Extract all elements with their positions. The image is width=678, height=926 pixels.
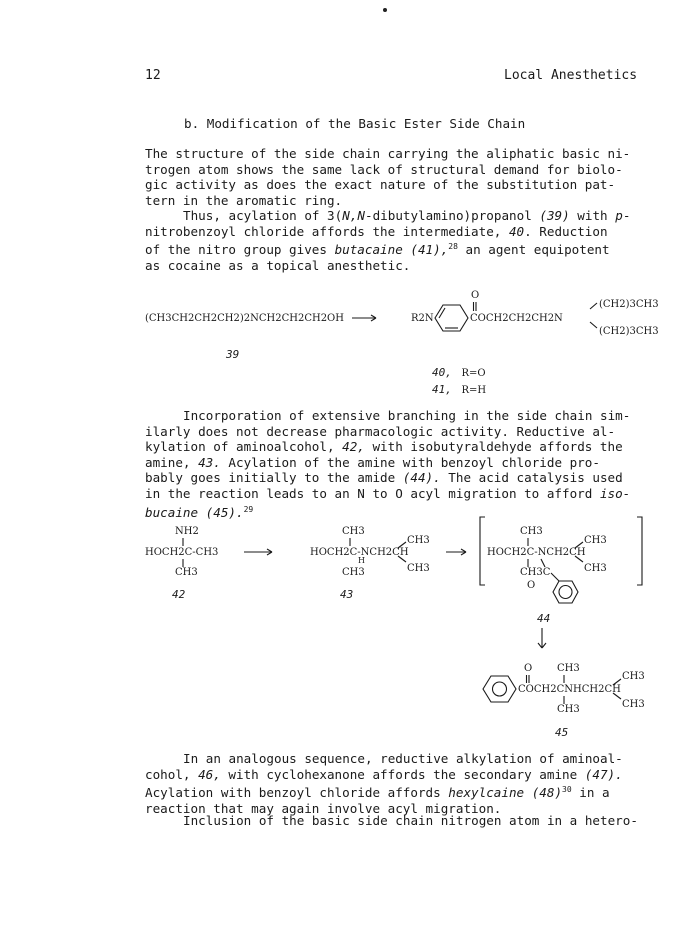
- c45-ch3-top: CH3: [557, 663, 580, 674]
- c45-formula: COCH2CNHCH2CH: [518, 684, 621, 695]
- c45-carbonyl-oxygen: O: [524, 663, 533, 674]
- compound-42-label: 42: [172, 588, 186, 601]
- page-number: 12: [145, 68, 161, 83]
- paragraph-heterocycle: Inclusion of the basic side chain nitrogen atom in a hetero-: [183, 813, 638, 828]
- paragraph-hexylcaine: In an analogous sequence, reductive alkylation of aminoal- cohol, 46, with cyclohexanone affords the secondary amine (47). Acylation with benzoyl chloride affords hexylcaine $(48)^{30}$ in a reaction that may again involve acyl migration.: [145, 751, 623, 816]
- c42-bond-up: [181, 538, 185, 547]
- carbonyl-double-bond: [472, 302, 478, 312]
- c43-formula: HOCH2C-NCH2CH: [310, 547, 409, 558]
- c42-nh2: NH2: [175, 526, 199, 537]
- compound-45-label: 45: [555, 726, 569, 739]
- c44-ch3c: CH3C: [520, 567, 551, 578]
- reaction-arrow-3: [446, 549, 468, 555]
- paragraph-isobucaine: Incorporation of extensive branching in the side chain sim- ilarly does not decrease pharmacologic activity. Reductive al- kylation of aminoalcohol, 42, with isobutyraldehyde affords the amine, 43. Acylation of the amine with benzoyl chloride pro- bably goes initially to the amide (44). The acid catalysis used in the reaction leads to an N to O acyl migration to afford iso- bucaine (45).$^{29}$: [145, 408, 631, 520]
- c45-ch3-bottom: CH3: [557, 704, 580, 715]
- c44-bond-up: [526, 538, 530, 547]
- c44-formula: HOCH2C-NCH2CH: [487, 547, 586, 558]
- c43-methyl-2: CH3: [407, 563, 430, 574]
- product-butyl-bottom: (CH2)3CH3: [599, 326, 659, 337]
- benzene-ring-icon: [433, 302, 473, 334]
- c44-methyl-1: CH3: [584, 535, 607, 546]
- c45-bond-up: [562, 675, 566, 684]
- stray-dot: [383, 8, 387, 12]
- running-title: Local Anesthetics: [504, 68, 638, 83]
- c42-ch3: CH3: [175, 567, 198, 578]
- compound-44-label: 44: [537, 612, 551, 625]
- product-r2n: R2N: [411, 313, 434, 324]
- c45-methyl-2: CH3: [622, 699, 645, 710]
- compound-43-label: 43: [340, 588, 354, 601]
- product-butyl-top: (CH2)3CH3: [599, 299, 659, 310]
- paragraph-butacaine: Thus, acylation of 3(N,N-dibutylamino)propanol (39) with p- nitrobenzoyl chloride affords the intermediate, 40. Reduction of the nitro group gives butacaine (41),$^{28}$ an agent equipotent as cocaine as a topical anesthetic.: [145, 208, 631, 273]
- c44-methyl-2: CH3: [584, 563, 607, 574]
- c43-bond-up: [348, 538, 352, 547]
- compound-39-label: 39: [226, 348, 240, 361]
- product-carbonyl-oxygen: O: [471, 290, 480, 301]
- c42-formula: HOCH2C-CH3: [145, 547, 219, 558]
- compound-39-formula: (CH3CH2CH2CH2)2NCH2CH2CH2OH: [145, 313, 344, 324]
- c43-nh: H: [358, 556, 365, 565]
- c45-methyl-1: CH3: [622, 671, 645, 682]
- c45-phenyl-ring-icon: [481, 673, 521, 705]
- c43-ch3-bottom: CH3: [342, 567, 365, 578]
- section-heading: b. Modification of the Basic Ester Side Chain: [184, 116, 526, 131]
- c44-phenyl-ring-icon: [541, 573, 581, 613]
- c43-ch3-top: CH3: [342, 526, 365, 537]
- paragraph-side-chain: The structure of the side chain carrying the aliphatic basic ni- trogen atom shows the same lack of structural demand for biolo- gic activity as does the exact nature of the substitution pat- tern in the aromatic ring.: [145, 146, 631, 208]
- compound-40-label: 40, R=O: [432, 366, 486, 379]
- c44-oxygen: O: [527, 580, 536, 591]
- compound-41-label: 41, R=H: [432, 383, 487, 396]
- product-ester-chain: COCH2CH2CH2N: [470, 313, 563, 324]
- c43-methyl-1: CH3: [407, 535, 430, 546]
- reaction-arrow-1: [352, 315, 378, 321]
- reaction-arrow-down: [537, 628, 547, 650]
- reaction-arrow-2: [244, 549, 274, 555]
- c44-ch3-top: CH3: [520, 526, 543, 537]
- c45-carbonyl-double-bond: [525, 675, 531, 684]
